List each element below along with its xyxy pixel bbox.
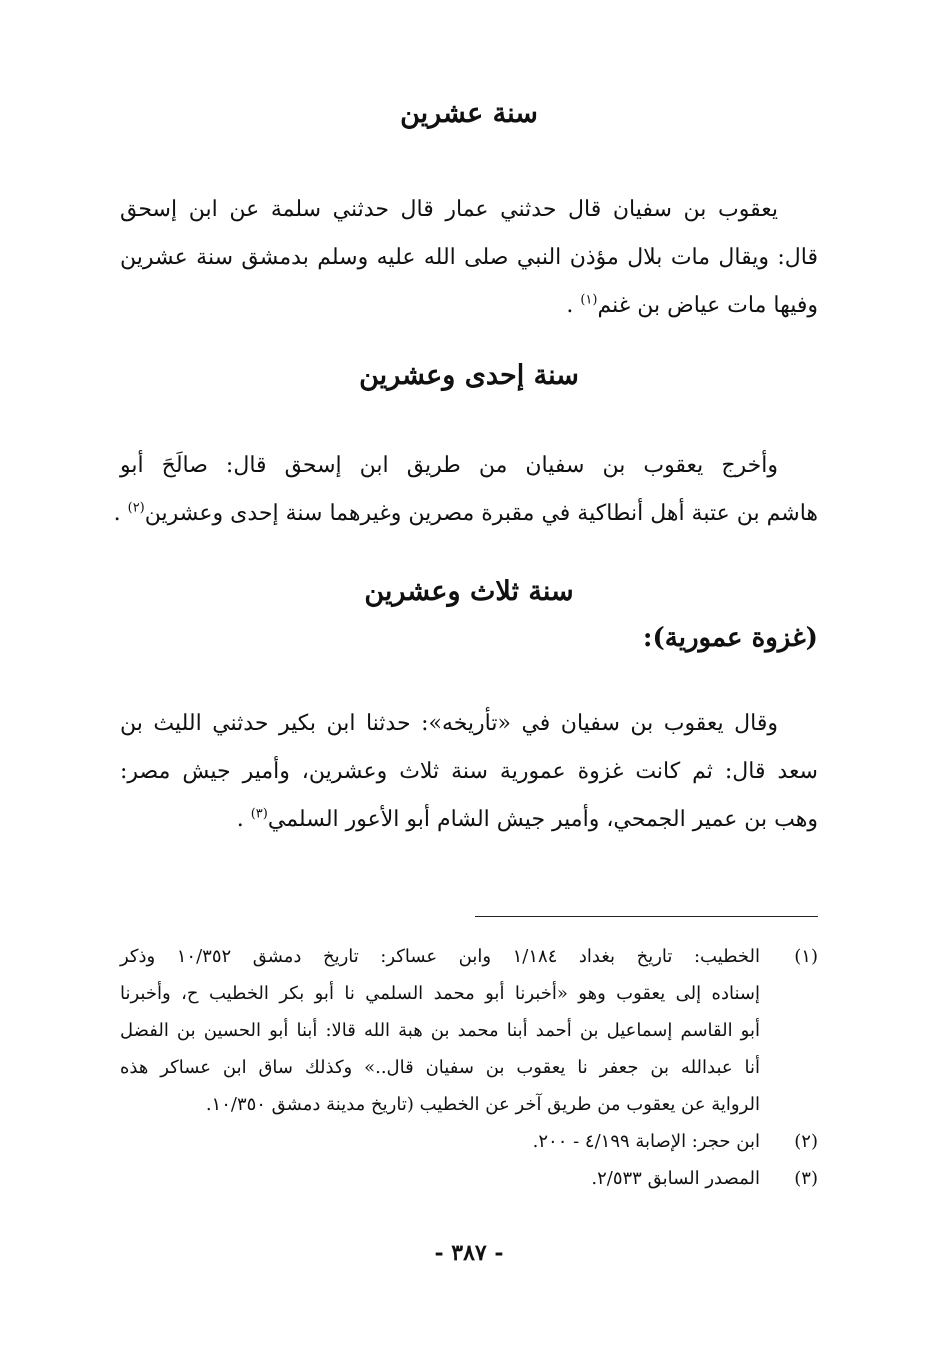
- section-paragraph-year-21: [113, 442, 818, 538]
- footnotes: [120, 938, 818, 1197]
- paragraph-line-text: وفيها مات عياض بن غنم: [597, 293, 818, 318]
- footnote-line: الخطيب: تاريخ بغداد ١/١٨٤ وابن عساكر: تاريخ دمشق ١٠/٣٥٢ وذكر: [120, 946, 760, 967]
- footnote-1: [120, 938, 818, 1123]
- paragraph-line: قال: ويقال مات بلال مؤذن النبي صلى الله عليه وسلم بدمشق سنة عشرين: [120, 245, 818, 270]
- paragraph-line-with-note: [120, 796, 818, 844]
- footnote-number: (٣): [794, 1168, 818, 1189]
- full-stop: .: [236, 807, 251, 832]
- footnote-line: المصدر السابق ٢/٥٣٣.: [591, 1168, 760, 1189]
- page-number: - ٣٨٧ -: [434, 1240, 504, 1266]
- paragraph-line-text: وهب بن عمير الجمحي، وأمير جيش الشام أبو الأعور السلمي: [267, 807, 818, 832]
- book-page: [113, 0, 818, 1364]
- section-title-year-21: سنة إحدى وعشرين: [359, 360, 579, 391]
- section-paragraph-year-23: [120, 700, 818, 844]
- footnote-reference: (٣): [250, 806, 268, 822]
- paragraph-line-with-note: [113, 490, 818, 538]
- footnote-3: [120, 1160, 818, 1197]
- paragraph-line-text: هاشم بن عتبة أهل أنطاكية في مقبرة مصرين وغيرهما سنة إحدى وعشرين: [144, 501, 818, 526]
- footnote-reference: (١): [580, 292, 598, 308]
- footnote-separator: [475, 916, 818, 917]
- full-stop: .: [566, 293, 581, 318]
- footnote-line: ابن حجر: الإصابة ٤/١٩٩ - ٢٠٠.: [532, 1131, 760, 1152]
- section-subtitle-amorium-raid: (غزوة عمورية):: [642, 623, 818, 653]
- section-paragraph-year-20: [120, 186, 818, 330]
- section-title-year-20: سنة عشرين: [400, 98, 538, 129]
- paragraph-line-with-note: [120, 282, 818, 330]
- footnote-number: (١): [794, 946, 818, 967]
- section-title-year-23: سنة ثلاث وعشرين: [364, 576, 574, 607]
- footnote-line: الرواية عن يعقوب من طريق آخر عن الخطيب (تاريخ مدينة دمشق ١٠/٣٥٠.: [205, 1094, 760, 1115]
- paragraph-line: يعقوب بن سفيان قال حدثني عمار قال حدثني سلمة عن ابن إسحق: [120, 197, 778, 222]
- footnote-2: [120, 1123, 818, 1160]
- footnote-line: أبو القاسم إسماعيل بن أحمد أبنا محمد بن هبة الله قالا: أبنا أبو الحسين بن الفضل: [120, 1020, 760, 1041]
- full-stop: .: [113, 501, 128, 526]
- footnote-line: أنا عبدالله بن جعفر نا يعقوب بن سفيان قال..» وكذلك ساق ابن عساكر هذه: [120, 1057, 761, 1078]
- footnote-line: إسناده إلى يعقوب وهو «أخبرنا أبو محمد السلمي نا أبو بكر الخطيب ح، وأخبرنا: [120, 983, 760, 1004]
- footnote-number: (٢): [794, 1131, 818, 1152]
- footnote-reference: (٢): [127, 500, 145, 516]
- paragraph-line: سعد قال: ثم كانت غزوة عمورية سنة ثلاث وعشرين، وأمير جيش مصر:: [120, 759, 818, 784]
- paragraph-line: وقال يعقوب بن سفيان في «تأريخه»: حدثنا ابن بكير حدثني الليث بن: [120, 711, 778, 736]
- paragraph-line: وأخرج يعقوب بن سفيان من طريق ابن إسحق قال: صالَحَ أبو: [120, 453, 778, 478]
